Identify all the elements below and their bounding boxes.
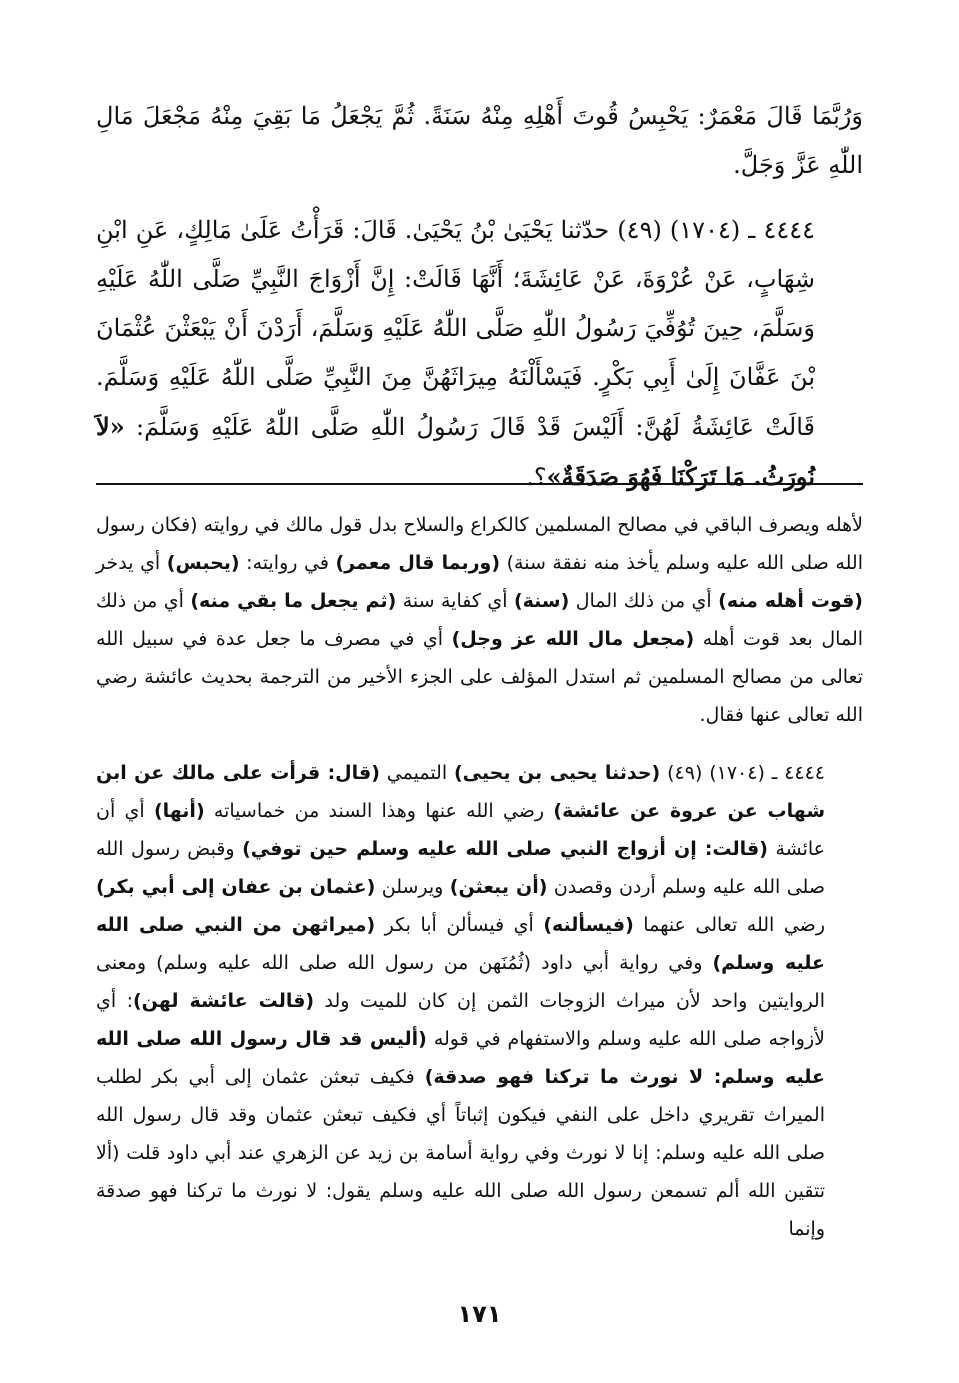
hadith-end: ؟. bbox=[526, 463, 547, 491]
commentary-text-run: رضي الله تعالى عنهما bbox=[633, 914, 825, 936]
hadith-body: حدّثنا يَحْيَىٰ بْنُ يَحْيَىٰ. قَالَ: قَرَأْتُ عَلَىٰ مَالِكٍ، عَنِ ابْنِ شِهَابٍ، عَنْ عُرْوَةَ، عَنْ عَائِشَةَ؛ أَنَّهَا قَالَتْ: إِنَّ أَزْوَاجَ النَّبِيِّ صَلَّى اللّٰهُ عَلَيْهِ وَسَلَّمَ، حِينَ تُوُفِّيَ رَسُولُ اللّٰهِ صَلَّى اللّٰهُ عَلَيْهِ وَسَلَّمَ، أَرَدْنَ أَنْ يَبْعَثْنَ عُثْمَانَ بْنَ عَفَّانَ إِلَىٰ أَبِي بَكْرٍ. فَيَسْأَلْنَهُ مِيرَاثَهُنَّ مِنَ النَّبِيِّ صَلَّى اللّٰهُ عَلَيْهِ وَسَلَّمَ. قَالَتْ عَائِشَةُ لَهُنَّ: أَلَيْسَ قَدْ قَالَ رَسُولُ اللّٰهِ صَلَّى اللّٰهُ عَلَيْهِ وَسَلَّمَ: bbox=[96, 216, 815, 441]
commentary-text-run: أي في مصرف ما جعل عدة في سبيل الله تعالى من مصالح المسلمين ثم استدل المؤلف على الجزء الأخير من الترجمة بحديث عائشة رضي الله تعالى عنها فقال. bbox=[96, 628, 863, 726]
commentary-text-run: أي فيسألن أبا بكر bbox=[375, 914, 544, 936]
hadith-number: ٤٤٤٤ ـ (١٧٠٤) (٤٩) bbox=[617, 216, 815, 244]
commentary-bold-quote: (يحبس) bbox=[166, 552, 240, 574]
commentary-text-run: في روايته: bbox=[239, 552, 336, 574]
commentary-text-run: التميمي bbox=[379, 762, 454, 784]
commentary-bold-quote: (قالت: إن أزواج النبي صلى الله عليه وسلم حين توفي) bbox=[242, 838, 768, 860]
hadith-quote: «لاَ نُورَثُ. مَا تَرَكْنَا فَهُوَ صَدَقَةٌ» bbox=[96, 412, 815, 491]
commentary-bold-quote: (سنة) bbox=[513, 590, 570, 612]
commentary-text-run: فكيف تبعثن عثمان إلى أبي بكر لطلب الميراث تقريري داخل على النفي فيكون إثباتاً أي فكيف تبعثن عثمان وقد قال رسول الله صلى الله عليه وسلم: إنا لا نورث وفي رواية أسامة بن زيد عن الزهري عند أبي داود قلت (ألا تتقين الله ألم تسمعن رسول الله صلى الله عليه وسلم يقول: لا نورث ما تركنا فهو صدقة وإنما bbox=[96, 1066, 825, 1240]
commentary-bold-quote: (قال: قرأت على مالك عن ابن شهاب عن عروة عن عائشة) bbox=[96, 762, 826, 822]
commentary-text-run: ٤٤٤٤ ـ (١٧٠٤) (٤٩) bbox=[660, 762, 826, 784]
commentary-bold-quote: (أن يبعثن) bbox=[449, 876, 548, 898]
commentary-bold-quote: (ثم يجعل ما بقي منه) bbox=[190, 590, 397, 612]
commentary-text-run: أي من ذلك المال bbox=[569, 590, 719, 612]
commentary-bold-quote: (فيسألنه) bbox=[543, 914, 634, 936]
matn-paragraph-1: وَرُبَّمَا قَالَ مَعْمَرٌ: يَحْبِسُ قُوتَ أَهْلِهِ مِنْهُ سَنَةً. ثُمَّ يَجْعَلُ مَا بَقِيَ مِنْهُ مَجْعَلَ مَالِ اللّٰهِ عَزَّ وَجَلَّ. bbox=[96, 102, 863, 179]
main-hadith-text bbox=[96, 92, 863, 502]
commentary-text-run: أي كفاية سنة bbox=[396, 590, 514, 612]
commentary-text-run: وقبض رسول الله صلى الله عليه وسلم أردن وقصدن bbox=[96, 838, 825, 898]
commentary-text-run: أي يدخر bbox=[96, 552, 167, 574]
commentary-bold-quote: (حدثنا يحيى بن يحيى) bbox=[454, 762, 661, 784]
commentary-text-run: رضي الله عنها وهذا السند من خماسياته bbox=[204, 800, 554, 822]
commentary-bold-quote: (أليس قد قال رسول الله صلى الله عليه وسلم: لا نورث ما تركنا فهو صدقة) bbox=[96, 1028, 825, 1088]
matn-paragraph-2 bbox=[96, 206, 863, 502]
commentary-text-run: أي أن عائشة bbox=[96, 800, 826, 860]
commentary-bold-quote: (أنها) bbox=[153, 800, 205, 822]
commentary-text-run: لأهله ويصرف الباقي في مصالح المسلمين كالكراع والسلاح بدل قول مالك في روايته (فكان رسول الله صلى الله عليه وسلم يأخذ منه نفقة سنة) bbox=[96, 514, 863, 574]
commentary-paragraph-2 bbox=[96, 754, 863, 1248]
commentary-bold-quote: (قالت عائشة لهن) bbox=[133, 990, 315, 1012]
commentary-bold-quote: (وربما قال معمر) bbox=[335, 552, 501, 574]
commentary-text-run: : أي لأزواجه صلى الله عليه وسلم والاستفهام في قوله bbox=[96, 990, 825, 1050]
commentary-text-run: وفي رواية أبي داود (ثُمُنَهن من رسول الله صلى الله عليه وسلم) ومعنى الروايتين واحد لأن ميراث الزوجات الثمن إن كان للميت ولد bbox=[96, 952, 825, 1012]
commentary-text-run: ويرسلن bbox=[375, 876, 450, 898]
commentary-paragraph-1 bbox=[96, 506, 863, 734]
commentary-bold-quote: (ميراثهن من النبي صلى الله عليه وسلم) bbox=[96, 914, 825, 974]
page-number: ١٧١ bbox=[457, 1300, 502, 1328]
commentary-text-run: أي من ذلك المال بعد قوت أهله bbox=[96, 590, 864, 650]
footnote-divider bbox=[96, 483, 863, 485]
commentary-bold-quote: (مجعل مال الله عز وجل) bbox=[451, 628, 695, 650]
commentary-text bbox=[96, 506, 863, 1248]
commentary-bold-quote: (عثمان بن عفان إلى أبي بكر) bbox=[96, 876, 376, 898]
commentary-bold-quote: (قوت أهله منه) bbox=[718, 590, 863, 612]
